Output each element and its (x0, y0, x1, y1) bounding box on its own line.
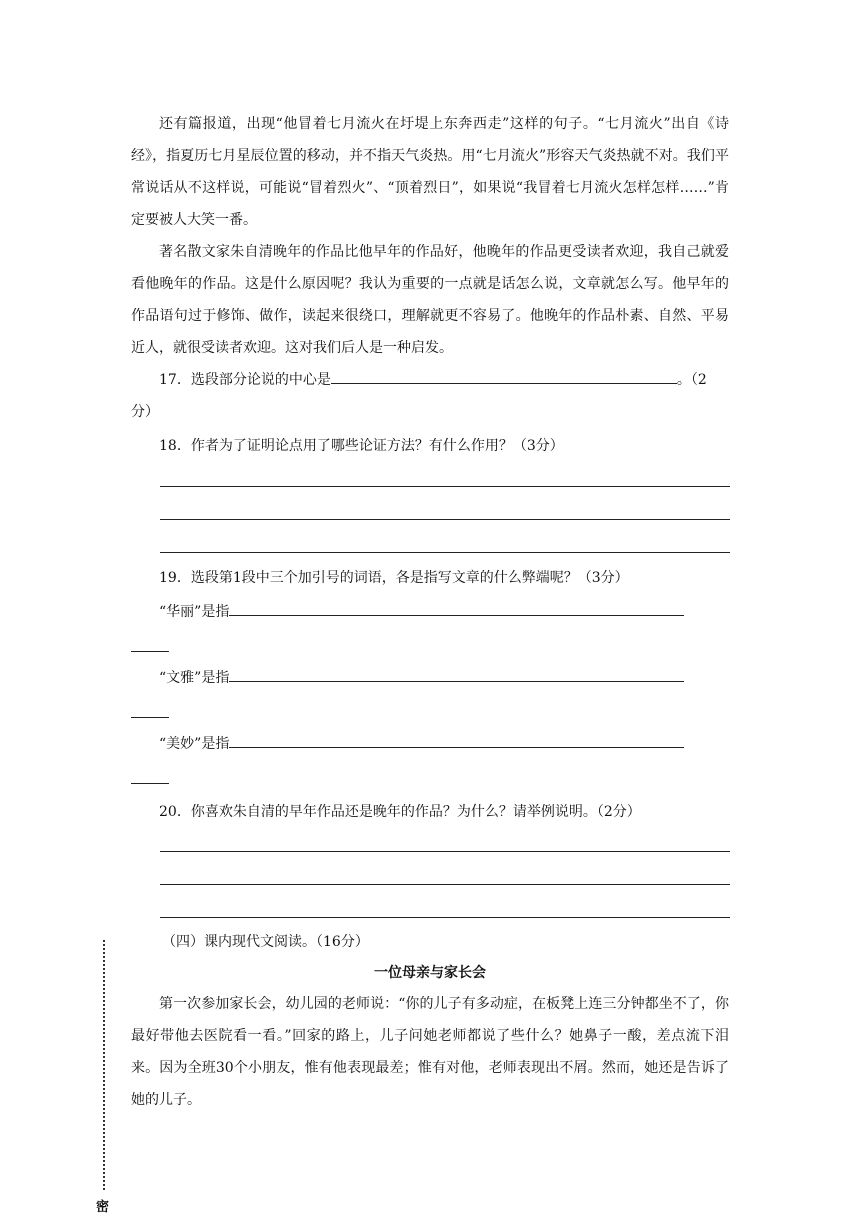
question-19-item-a-label: “华丽”是指 (159, 604, 230, 620)
answer-blank-17[interactable] (331, 365, 677, 384)
question-17-text: 17．选段部分论说的中心是 (159, 372, 331, 388)
question-19-item-c-label: “美妙”是指 (159, 736, 230, 752)
answer-line-20-1[interactable] (160, 851, 730, 852)
passage-paragraph-2: 著名散文家朱自清晚年的作品比他早年的作品好，他晚年的作品更受读者欢迎，我自己就爱看他晚年的作品。这是什么原因呢？我认为重要的一点就是话怎么说，文章就怎么写。他早年的作品语句过于修饰、做作，读起来很绕口，理解就更不容易了。他晚年的作品朴素、自然、平易近人，就很受读者欢迎。这对我们后人是一种启发。 (131, 244, 729, 356)
answer-blank-19-c[interactable] (229, 729, 684, 748)
answer-blank-19-a[interactable] (229, 597, 684, 616)
answer-blank-19-b[interactable] (229, 663, 684, 682)
answer-blank-19-c-cont[interactable] (131, 783, 169, 784)
question-19-item-c (159, 728, 719, 760)
reading-title: 一位母亲与家长会 (374, 965, 486, 981)
answer-line-18-3[interactable] (160, 552, 730, 553)
question-20: 20．你喜欢朱自清的早年作品还是晚年的作品？为什么？请举例说明。（2分） (159, 804, 641, 820)
question-18: 18．作者为了证明论点用了哪些论证方法？有什么作用？（3分） (159, 438, 564, 454)
question-19: 19．选段第1段中三个加引号的词语，各是指写文章的什么弊端呢？（3分） (159, 570, 629, 586)
answer-line-18-1[interactable] (160, 486, 730, 487)
binding-margin-dashed-line (103, 940, 105, 1190)
question-17-score: 。（2 (676, 372, 707, 388)
question-19-item-a (159, 596, 719, 628)
question-19-item-b (159, 662, 719, 694)
question-17-score-cont: 分） (131, 404, 159, 420)
binding-seal-char: 密 (96, 1200, 110, 1215)
answer-blank-19-a-cont[interactable] (131, 651, 169, 652)
answer-line-18-2[interactable] (160, 519, 730, 520)
section-4-heading: （四）课内现代文阅读。（16分） (162, 934, 369, 950)
answer-blank-19-b-cont[interactable] (131, 717, 169, 718)
passage-paragraph-1: 还有篇报道，出现“他冒着七月流火在圩堤上东奔西走”这样的句子。“七月流火”出自《诗经》，指夏历七月星辰位置的移动，并不指天气炎热。用“七月流火”形容天气炎热就不对。我们平常说话从不这样说，可能说“冒着烈火”、“顶着烈日”，如果说“我冒着七月流火怎样怎样……”肯定要被人大笑一番。 (131, 116, 729, 228)
question-17 (131, 364, 729, 396)
answer-line-20-3[interactable] (160, 917, 730, 918)
answer-line-20-2[interactable] (160, 884, 730, 885)
reading-paragraph-1: 第一次参加家长会，幼儿园的老师说：“你的儿子有多动症，在板凳上连三分钟都坐不了，你最好带他去医院看一看。”回家的路上，儿子问她老师都说了些什么？她鼻子一酸，差点流下泪来。因为全班30个小朋友，惟有他表现最差；惟有对他，老师表现出不屑。然而，她还是告诉了她的儿子。 (131, 996, 729, 1108)
question-19-item-b-label: “文雅”是指 (159, 670, 230, 686)
